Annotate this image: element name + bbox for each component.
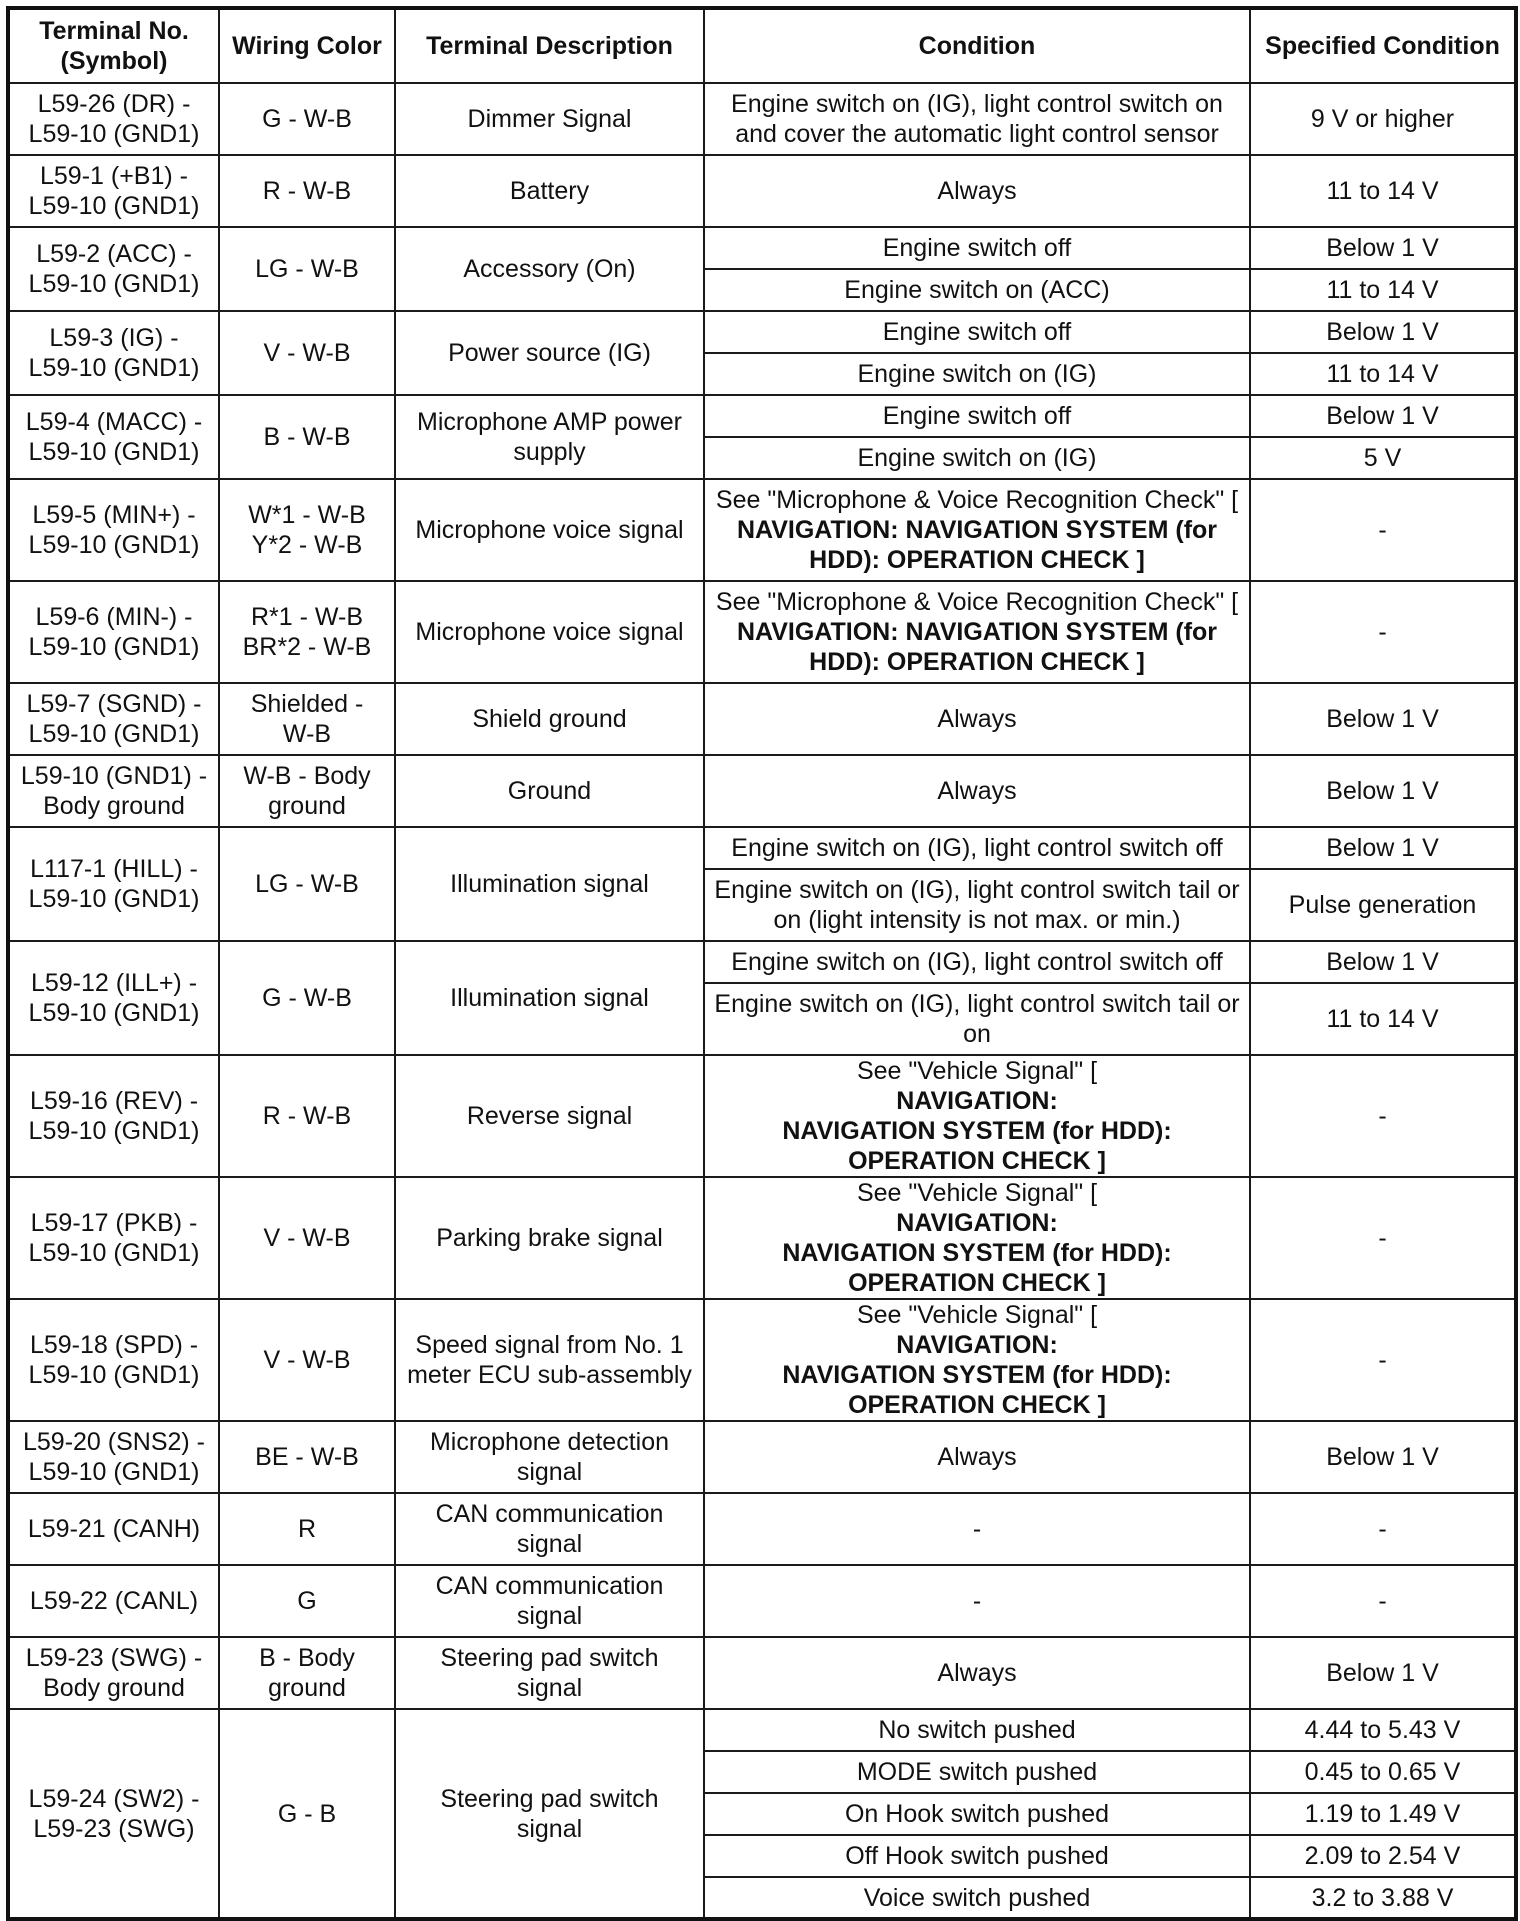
header-terminal-line1: Terminal No. xyxy=(39,17,189,45)
terminal-cell-line: L59-12 (ILL+) - xyxy=(30,969,198,997)
condition-cell xyxy=(704,269,1250,311)
reference-link-text: OPERATION CHECK ] xyxy=(848,1269,1106,1297)
description-cell xyxy=(395,1637,704,1709)
specified-condition-cell: 3.2 to 3.88 V xyxy=(1250,1877,1516,1919)
terminal-cell-line: L59-10 (GND1) xyxy=(28,885,200,913)
condition-cell xyxy=(704,683,1250,755)
table-row xyxy=(8,227,1516,269)
terminal-cell-line: L59-10 (GND1) xyxy=(28,438,200,466)
wiring-color-cell-line: R - W-B xyxy=(262,177,352,205)
terminal-cell-line: L59-10 (GND1) xyxy=(28,1361,200,1389)
wiring-color-cell xyxy=(219,1055,395,1177)
description-cell xyxy=(395,683,704,755)
condition-line: on (light intensity is not max. or min.) xyxy=(773,906,1181,934)
wiring-color-cell xyxy=(219,1421,395,1493)
terminal-cell-line: L117-1 (HILL) - xyxy=(30,855,198,883)
terminal-cell xyxy=(8,1299,219,1421)
description-cell-line: Illumination signal xyxy=(450,870,649,898)
specified-condition-cell: - xyxy=(1250,1493,1516,1565)
description-cell-line: signal xyxy=(516,1674,583,1702)
condition-line: Engine switch on (IG) xyxy=(857,360,1097,388)
table-row xyxy=(8,683,1516,755)
condition-line: Always xyxy=(937,1443,1017,1471)
header-wiring-line1: Wiring xyxy=(232,32,310,60)
document-page xyxy=(6,6,1518,1921)
specified-condition-cell: - xyxy=(1250,1299,1516,1421)
condition-line: - xyxy=(972,1587,982,1615)
terminal-spec-table xyxy=(6,6,1518,1921)
description-cell-line: signal xyxy=(516,1530,583,1558)
description-cell-line: signal xyxy=(516,1602,583,1630)
reference-text: See "Microphone & Voice Recognition Check" [ xyxy=(715,588,1239,616)
specified-condition-cell: 0.45 to 0.65 V xyxy=(1250,1751,1516,1793)
terminal-cell-line: L59-10 (GND1) xyxy=(28,531,200,559)
header-terminal xyxy=(8,8,219,83)
condition-cell xyxy=(704,1493,1250,1565)
wiring-color-cell xyxy=(219,755,395,827)
table-row xyxy=(8,1493,1516,1565)
specified-condition-cell: 11 to 14 V xyxy=(1250,155,1516,227)
description-cell-line: Microphone voice signal xyxy=(415,516,684,544)
reference-link-text: NAVIGATION: NAVIGATION SYSTEM (for xyxy=(736,516,1218,544)
wiring-color-cell xyxy=(219,683,395,755)
reference-link-text: HDD): OPERATION CHECK ] xyxy=(809,546,1145,574)
reference-link-text: NAVIGATION SYSTEM (for HDD): xyxy=(782,1239,1172,1267)
condition-line: Always xyxy=(937,705,1017,733)
terminal-cell-line: L59-6 (MIN-) - xyxy=(35,603,193,631)
condition-line: Always xyxy=(937,1659,1017,1687)
terminal-cell-line: Body ground xyxy=(43,1674,185,1702)
condition-line: Engine switch on (IG), light control switch off xyxy=(731,834,1223,862)
wiring-color-cell xyxy=(219,1709,395,1919)
description-cell-line: Steering pad switch xyxy=(440,1644,659,1672)
condition-cell xyxy=(704,1751,1250,1793)
description-cell xyxy=(395,581,704,683)
condition-cell xyxy=(704,353,1250,395)
terminal-cell-line: L59-3 (IG) - xyxy=(49,324,179,352)
description-cell-line: signal xyxy=(516,1458,583,1486)
specified-condition-cell: - xyxy=(1250,479,1516,581)
table-row xyxy=(8,1565,1516,1637)
description-cell xyxy=(395,827,704,941)
specified-condition-cell: Pulse generation xyxy=(1250,869,1516,941)
description-cell xyxy=(395,227,704,311)
condition-cell xyxy=(704,395,1250,437)
reference-link-text: NAVIGATION: xyxy=(896,1087,1058,1115)
description-cell-line: Reverse signal xyxy=(466,1102,633,1130)
wiring-color-cell xyxy=(219,1177,395,1299)
wiring-color-cell-line: W-B xyxy=(282,720,332,748)
header-condition: Condition xyxy=(704,8,1250,83)
condition-line: Engine switch on (IG), light control switch off xyxy=(731,948,1223,976)
reference-text: See "Vehicle Signal" [ xyxy=(856,1057,1098,1085)
terminal-cell-line: L59-23 (SWG) xyxy=(33,1814,195,1843)
condition-line: Engine switch on (IG), light control switch tail or xyxy=(714,990,1240,1018)
terminal-cell-line: L59-21 (CANH) xyxy=(27,1515,201,1543)
description-cell-line: CAN communication xyxy=(435,1572,664,1600)
specified-condition-cell: 1.19 to 1.49 V xyxy=(1250,1793,1516,1835)
specified-condition-cell: 11 to 14 V xyxy=(1250,983,1516,1055)
wiring-color-cell-line: V - W-B xyxy=(263,1224,351,1252)
terminal-cell-line: L59-2 (ACC) - xyxy=(36,240,192,268)
condition-cell xyxy=(704,1299,1250,1421)
wiring-color-cell xyxy=(219,1493,395,1565)
wiring-color-cell xyxy=(219,83,395,155)
wiring-color-cell-line: B - Body xyxy=(259,1644,355,1672)
terminal-cell-line: L59-10 (GND1) xyxy=(28,192,200,220)
wiring-color-cell xyxy=(219,479,395,581)
terminal-cell-line: L59-16 (REV) - xyxy=(29,1087,199,1115)
wiring-color-cell xyxy=(219,1637,395,1709)
wiring-color-cell xyxy=(219,311,395,395)
header-wiring-line2: Color xyxy=(316,32,382,60)
specified-condition-cell: 4.44 to 5.43 V xyxy=(1250,1709,1516,1751)
condition-cell xyxy=(704,1177,1250,1299)
table-row xyxy=(8,1637,1516,1709)
condition-line: Always xyxy=(937,777,1017,805)
condition-cell xyxy=(704,1421,1250,1493)
condition-line: Engine switch off xyxy=(882,402,1072,430)
wiring-color-cell-line: R - W-B xyxy=(262,1102,352,1130)
table-row xyxy=(8,83,1516,155)
description-cell-line: Steering pad switch xyxy=(440,1784,659,1813)
terminal-cell-line: L59-5 (MIN+) - xyxy=(32,501,196,529)
terminal-cell xyxy=(8,827,219,941)
condition-cell xyxy=(704,1877,1250,1919)
wiring-color-cell-line: ground xyxy=(268,792,346,820)
reference-link-text: HDD): OPERATION CHECK ] xyxy=(809,648,1145,676)
header-description: Terminal Description xyxy=(395,8,704,83)
wiring-color-cell-line: G - B xyxy=(277,1799,337,1828)
terminal-cell-line: L59-17 (PKB) - xyxy=(30,1209,198,1237)
terminal-cell-line: L59-10 (GND1) xyxy=(28,354,200,382)
reference-link-text: NAVIGATION: xyxy=(896,1331,1058,1359)
description-cell-line: Parking brake signal xyxy=(436,1224,663,1252)
terminal-cell-line: L59-10 (GND1) xyxy=(28,1458,200,1486)
specified-condition-cell: - xyxy=(1250,581,1516,683)
specified-condition-cell: Below 1 V xyxy=(1250,395,1516,437)
description-cell-line: Microphone AMP power xyxy=(417,408,682,436)
terminal-cell-line: L59-10 (GND1) - xyxy=(20,762,208,790)
table-row xyxy=(8,1177,1516,1299)
header-specified: Specified Condition xyxy=(1250,8,1516,83)
condition-cell xyxy=(704,941,1250,983)
terminal-cell xyxy=(8,155,219,227)
description-cell-line: Shield ground xyxy=(472,705,627,733)
description-cell-line: Accessory (On) xyxy=(463,255,636,283)
condition-cell xyxy=(704,983,1250,1055)
condition-cell xyxy=(704,755,1250,827)
table-row xyxy=(8,1421,1516,1493)
specified-condition-cell: 11 to 14 V xyxy=(1250,269,1516,311)
reference-link-text: NAVIGATION SYSTEM (for HDD): xyxy=(782,1361,1172,1389)
description-cell-line: meter ECU sub-assembly xyxy=(407,1361,692,1389)
condition-line: Engine switch on (IG) xyxy=(857,444,1097,472)
specified-condition-cell: 2.09 to 2.54 V xyxy=(1250,1835,1516,1877)
condition-line: On Hook switch pushed xyxy=(844,1800,1110,1828)
table-row xyxy=(8,395,1516,437)
condition-line: Engine switch off xyxy=(882,318,1072,346)
terminal-cell-line: L59-10 (GND1) xyxy=(28,1239,200,1267)
terminal-cell-line: L59-10 (GND1) xyxy=(28,720,200,748)
condition-cell xyxy=(704,155,1250,227)
condition-line: - xyxy=(972,1515,982,1543)
description-cell xyxy=(395,1421,704,1493)
description-cell xyxy=(395,155,704,227)
specified-condition-cell: 11 to 14 V xyxy=(1250,353,1516,395)
table-row xyxy=(8,581,1516,683)
wiring-color-cell xyxy=(219,1565,395,1637)
condition-line: Engine switch on (ACC) xyxy=(844,276,1110,304)
wiring-color-cell xyxy=(219,155,395,227)
specified-condition-cell: Below 1 V xyxy=(1250,683,1516,755)
terminal-cell-line: L59-10 (GND1) xyxy=(28,633,200,661)
condition-cell xyxy=(704,1793,1250,1835)
condition-cell xyxy=(704,311,1250,353)
wiring-color-cell xyxy=(219,827,395,941)
terminal-cell-line: L59-7 (SGND) - xyxy=(26,690,202,718)
description-cell-line: Speed signal from No. 1 xyxy=(415,1331,684,1359)
specified-condition-cell: Below 1 V xyxy=(1250,827,1516,869)
specified-condition-cell: Below 1 V xyxy=(1250,311,1516,353)
wiring-color-cell xyxy=(219,1299,395,1421)
condition-cell xyxy=(704,869,1250,941)
header-terminal-line2: (Symbol) xyxy=(60,47,168,75)
terminal-cell xyxy=(8,755,219,827)
description-cell xyxy=(395,1299,704,1421)
description-cell-line: Ground xyxy=(507,777,592,805)
specified-condition-cell: Below 1 V xyxy=(1250,227,1516,269)
table-row xyxy=(8,1055,1516,1177)
reference-link-text: NAVIGATION: NAVIGATION SYSTEM (for xyxy=(736,618,1218,646)
condition-line: Engine switch off xyxy=(882,234,1072,262)
table-row xyxy=(8,479,1516,581)
reference-link-text: NAVIGATION SYSTEM (for HDD): xyxy=(782,1117,1172,1145)
specified-condition-cell: Below 1 V xyxy=(1250,755,1516,827)
wiring-color-cell-line: G - W-B xyxy=(262,984,352,1012)
terminal-cell-line: L59-26 (DR) - xyxy=(37,90,191,118)
reference-text: See "Vehicle Signal" [ xyxy=(856,1179,1098,1207)
table-row xyxy=(8,311,1516,353)
condition-line: Always xyxy=(937,177,1017,205)
terminal-cell xyxy=(8,1493,219,1565)
table-row xyxy=(8,941,1516,983)
condition-cell xyxy=(704,83,1250,155)
wiring-color-cell-line: Y*2 - W-B xyxy=(251,531,363,559)
reference-link-text: OPERATION CHECK ] xyxy=(848,1391,1106,1419)
description-cell xyxy=(395,1565,704,1637)
condition-cell xyxy=(704,479,1250,581)
reference-text: See "Microphone & Voice Recognition Check" [ xyxy=(715,486,1239,514)
wiring-color-cell xyxy=(219,581,395,683)
condition-line: and cover the automatic light control sensor xyxy=(735,120,1219,148)
reference-text: See "Vehicle Signal" [ xyxy=(856,1301,1098,1329)
condition-line: Engine switch on (IG), light control switch tail or xyxy=(714,876,1240,904)
table-row xyxy=(8,827,1516,869)
description-cell-line: supply xyxy=(513,438,586,466)
description-cell-line: Microphone voice signal xyxy=(415,618,684,646)
terminal-cell xyxy=(8,1177,219,1299)
specified-condition-cell: Below 1 V xyxy=(1250,941,1516,983)
terminal-cell xyxy=(8,311,219,395)
wiring-color-cell-line: W*1 - W-B xyxy=(248,501,366,529)
condition-cell xyxy=(704,1637,1250,1709)
condition-line: No switch pushed xyxy=(878,1716,1076,1744)
terminal-cell-line: L59-1 (+B1) - xyxy=(40,162,188,190)
wiring-color-cell-line: B - W-B xyxy=(263,423,351,451)
wiring-color-cell-line: BE - W-B xyxy=(255,1443,359,1471)
terminal-cell xyxy=(8,941,219,1055)
description-cell-line: CAN communication xyxy=(435,1500,664,1528)
terminal-cell xyxy=(8,1637,219,1709)
wiring-color-cell-line: Shielded - xyxy=(250,690,364,718)
terminal-cell-line: L59-24 (SW2) - xyxy=(28,1784,200,1813)
description-cell xyxy=(395,755,704,827)
terminal-cell-line: L59-10 (GND1) xyxy=(28,270,200,298)
description-cell xyxy=(395,1709,704,1919)
description-cell-line: Dimmer Signal xyxy=(467,105,632,133)
wiring-color-cell-line: R xyxy=(297,1515,317,1543)
wiring-color-cell-line: V - W-B xyxy=(263,339,351,367)
wiring-color-cell-line: ground xyxy=(268,1674,346,1702)
condition-cell xyxy=(704,1565,1250,1637)
terminal-cell xyxy=(8,581,219,683)
description-cell-line: Illumination signal xyxy=(450,984,649,1012)
terminal-cell-line: L59-10 (GND1) xyxy=(28,1117,200,1145)
condition-cell xyxy=(704,1055,1250,1177)
specified-condition-cell: - xyxy=(1250,1565,1516,1637)
description-cell xyxy=(395,311,704,395)
condition-line: Voice switch pushed xyxy=(863,1883,1091,1912)
specified-condition-cell: - xyxy=(1250,1055,1516,1177)
specified-condition-cell: Below 1 V xyxy=(1250,1421,1516,1493)
wiring-color-cell-line: G xyxy=(297,1587,317,1615)
condition-cell xyxy=(704,827,1250,869)
table-row xyxy=(8,755,1516,827)
description-cell xyxy=(395,395,704,479)
terminal-cell-line: L59-18 (SPD) - xyxy=(29,1331,199,1359)
description-cell-line: signal xyxy=(516,1814,583,1843)
condition-line: MODE switch pushed xyxy=(856,1758,1098,1786)
description-cell-line: Microphone detection xyxy=(429,1428,670,1456)
wiring-color-cell-line: LG - W-B xyxy=(255,255,359,283)
terminal-cell xyxy=(8,1055,219,1177)
specified-condition-cell: Below 1 V xyxy=(1250,1637,1516,1709)
terminal-cell xyxy=(8,1421,219,1493)
reference-link-text: OPERATION CHECK ] xyxy=(848,1147,1106,1175)
terminal-cell xyxy=(8,479,219,581)
wiring-color-cell xyxy=(219,227,395,311)
table-body xyxy=(8,83,1516,1919)
condition-cell xyxy=(704,437,1250,479)
header-wiring xyxy=(219,8,395,83)
condition-line: Off Hook switch pushed xyxy=(845,1842,1109,1870)
description-cell-line: Power source (IG) xyxy=(448,339,651,367)
specified-condition-cell: - xyxy=(1250,1177,1516,1299)
terminal-cell-line: L59-20 (SNS2) - xyxy=(22,1428,206,1456)
terminal-cell xyxy=(8,683,219,755)
terminal-cell xyxy=(8,227,219,311)
condition-line: Engine switch on (IG), light control switch on xyxy=(731,90,1223,118)
wiring-color-cell-line: W-B - Body xyxy=(243,762,371,790)
description-cell xyxy=(395,1493,704,1565)
terminal-cell xyxy=(8,83,219,155)
condition-cell xyxy=(704,227,1250,269)
wiring-color-cell-line: BR*2 - W-B xyxy=(242,633,372,661)
specified-condition-cell: 5 V xyxy=(1250,437,1516,479)
wiring-color-cell xyxy=(219,941,395,1055)
terminal-cell-line: L59-10 (GND1) xyxy=(28,999,200,1027)
wiring-color-cell-line: G - W-B xyxy=(262,105,352,133)
description-cell xyxy=(395,1055,704,1177)
description-cell xyxy=(395,941,704,1055)
description-cell xyxy=(395,479,704,581)
terminal-cell xyxy=(8,1709,219,1919)
condition-cell xyxy=(704,1835,1250,1877)
terminal-cell xyxy=(8,1565,219,1637)
table-row xyxy=(8,1709,1516,1751)
wiring-color-cell-line: LG - W-B xyxy=(255,870,359,898)
specified-condition-cell: 9 V or higher xyxy=(1250,83,1516,155)
terminal-cell-line: L59-22 (CANL) xyxy=(29,1587,199,1615)
terminal-cell-line: Body ground xyxy=(43,792,185,820)
condition-cell xyxy=(704,1709,1250,1751)
condition-line: on xyxy=(963,1020,991,1048)
terminal-cell-line: L59-10 (GND1) xyxy=(28,120,200,148)
table-header-row xyxy=(8,8,1516,83)
condition-cell xyxy=(704,581,1250,683)
wiring-color-cell xyxy=(219,395,395,479)
description-cell xyxy=(395,1177,704,1299)
reference-link-text: NAVIGATION: xyxy=(896,1209,1058,1237)
terminal-cell-line: L59-23 (SWG) - xyxy=(25,1644,203,1672)
wiring-color-cell-line: R*1 - W-B xyxy=(250,603,364,631)
description-cell-line: Battery xyxy=(509,177,590,205)
table-row xyxy=(8,1299,1516,1421)
wiring-color-cell-line: V - W-B xyxy=(263,1346,351,1374)
description-cell xyxy=(395,83,704,155)
table-row xyxy=(8,155,1516,227)
terminal-cell-line: L59-4 (MACC) - xyxy=(25,408,203,436)
terminal-cell xyxy=(8,395,219,479)
